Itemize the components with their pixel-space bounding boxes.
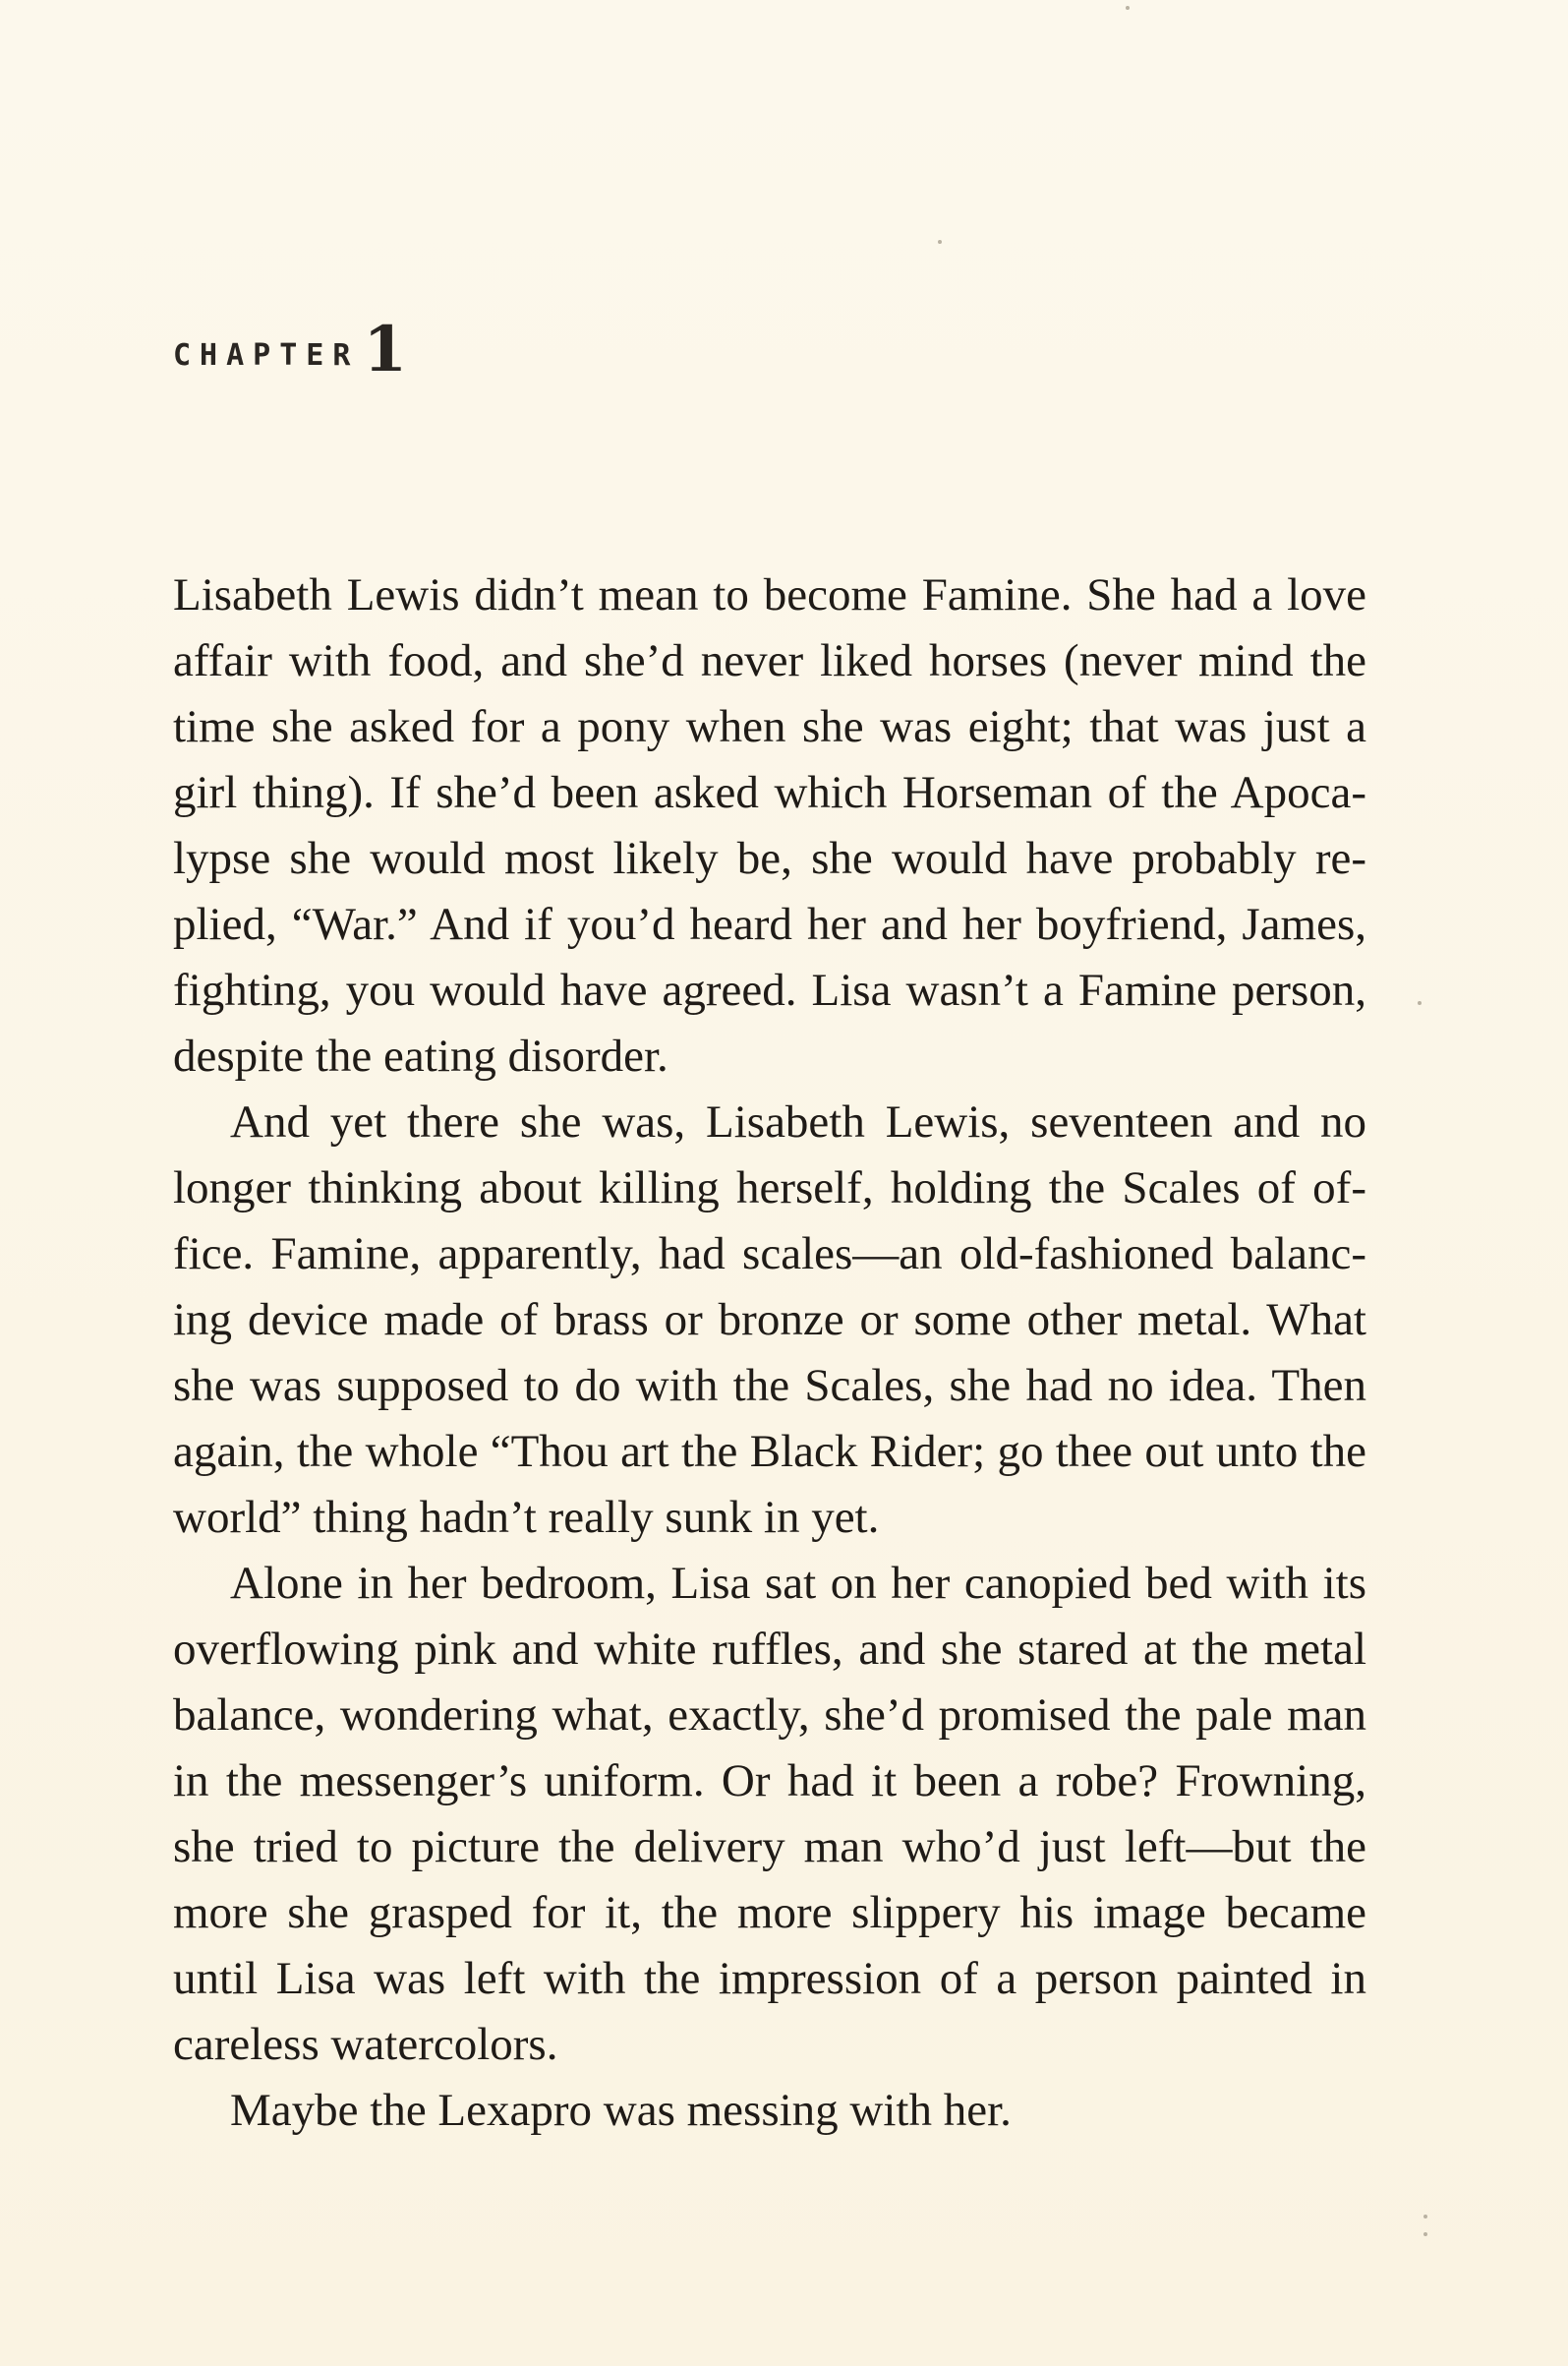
chapter-body: [173, 562, 1366, 2144]
chapter-heading: [173, 313, 407, 386]
paper-speck: [1418, 1001, 1422, 1005]
paper-speck: [1126, 6, 1130, 10]
paragraph-4: Maybe the Lexapro was messing with her.: [230, 2085, 1012, 2136]
paper-speck: [1423, 2215, 1427, 2218]
paragraph-3: Alone in her bedroom, Lisa sat on her canopied bed with its overflowing pink and white ruffles, and she stared at the metal balance, wondering what, exactly, she’d promised the pale man in the messenger’s uniform. Or had it been a robe? Frowning, she tried to picture the delivery man who’d just left—but the more she grasped for it, the more slippery his image became until Lisa was left with the impression of a person painted in careless watercolors.: [173, 1558, 1366, 2070]
chapter-label: CHAPTER: [173, 338, 360, 373]
chapter-number: 1: [363, 313, 407, 386]
paragraph-1: Lisabeth Lewis didn’t mean to become Famine. She had a love affair with food, and she’d never liked horses (never mind the time she asked for a pony when she was eight; that was just a girl thing). If she’d been asked which Horseman of the Apocalypse she would most likely be, she would have probably replied, “War.” And if you’d heard her and her boyfriend, James, fighting, you would have agreed. Lisa wasn’t a Famine person, despite the eating disorder.: [173, 569, 1366, 1082]
paragraph-2: And yet there she was, Lisabeth Lewis, seventeen and no longer thinking about killing herself, holding the Scales of office. Famine, apparently, had scales—an old-fashioned balancing device made of brass or bronze or some other metal. What she was supposed to do with the Scales, she had no idea. Then again, the whole “Thou art the Black Rider; go thee out unto the world” thing hadn’t really sunk in yet.: [173, 1096, 1366, 1543]
paper-speck: [938, 240, 942, 244]
paper-speck: [1423, 2232, 1427, 2236]
